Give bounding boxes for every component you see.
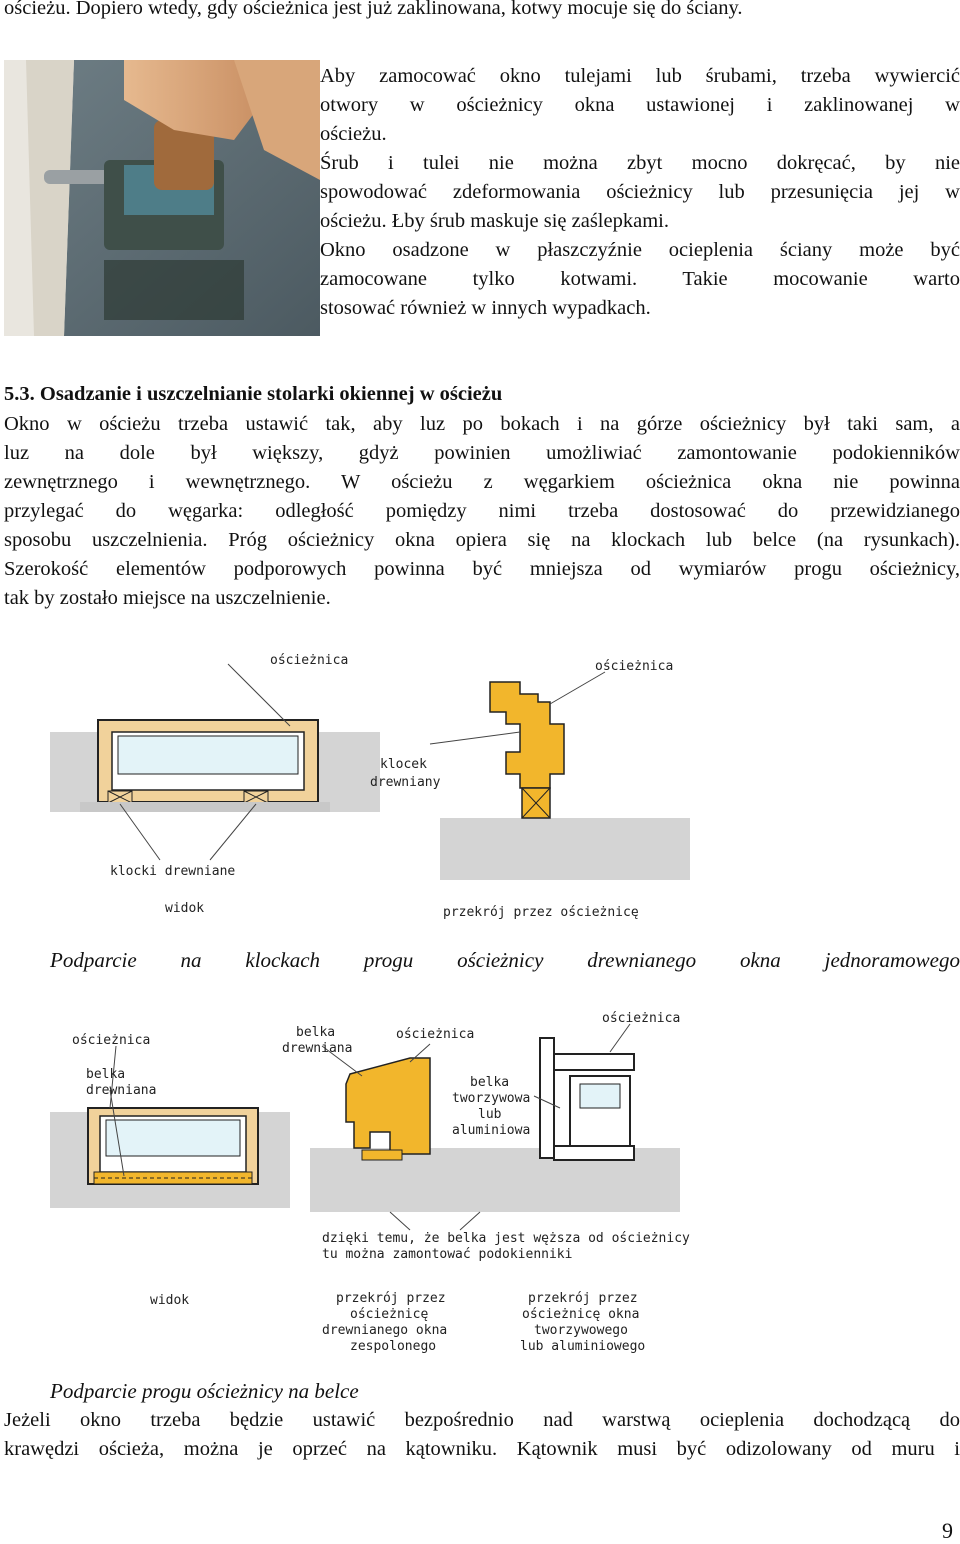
label-oscieznica-b: ościeżnica [595,659,674,674]
page-number: 9 [942,1518,953,1543]
label-belka-mid-2: drewniana [282,1041,353,1056]
figure2-caption: Podparcie progu ościeżnicy na belce [50,1379,359,1403]
label-drewniany: drewniany [370,775,441,790]
label-belka-left-1: belka [86,1067,126,1082]
label-p1-2: ościeżnicę [350,1307,429,1322]
figure-blocks-support [50,642,690,932]
label-belka-right-4: aluminiowa [452,1123,531,1138]
bottom-line-1: Jeżeli okno trzeba będzie ustawić bezpośrednio nad warstwą ocieplenia dochodzącą do [4,1409,960,1431]
label-oscieznica-right: ościeżnica [602,1011,681,1026]
caption-word: Podparcie [50,948,137,972]
top-line: ościeżu. Dopiero wtedy, gdy ościeżnica jest już zaklinowana, kotwy mocuje się do ściany. [4,0,743,19]
photo-line-1: Aby zamocować okno tulejami lub śrubami, trzeba wywiercić [320,65,960,87]
caption-word: okna [739,948,781,972]
label-note-1: dzięki temu, że belka jest węższa od ościeżnicy, [322,1231,690,1246]
section-line-4: przylegać do węgarka: odległość pomiędzy nimi trzeba dostosować do przewidzianego [4,500,960,522]
label-klocek: klocek [380,757,427,772]
label-oscieznica-left: ościeżnica [72,1033,151,1048]
label-belka-right-3: lub [478,1107,502,1122]
photo-line-2: otwory w ościeżnicy okna ustawionej i zaklinowanej w [320,94,960,116]
figure-beam-support [50,1004,690,1364]
caption-word: na [180,948,202,972]
caption-word: drewnianego [587,948,697,972]
label-p2-4: lub aluminiowego [520,1339,646,1354]
label-belka-right-1: belka [470,1075,510,1090]
label-oscieznica-mid: ościeżnica [396,1027,475,1042]
figure1-caption [50,946,960,975]
photo-line-5: spowodować zdeformowania ościeżnicy lub przesunięcia jej w [320,181,960,203]
label-note-2: tu można zamontować podokienniki [322,1247,573,1262]
label-belka-right-2: tworzywowa [452,1091,531,1106]
label-widok-1: widok [165,901,205,916]
label-klocki: klocki drewniane [110,864,236,879]
photo-line-7: Okno osadzone w płaszczyźnie ocieplenia ściany może być [320,239,960,261]
caption-word: ościeżnicy [457,948,544,972]
caption-word: jednoramowego [824,948,960,972]
label-belka-left-2: drewniana [86,1083,157,1098]
photo-line-3: ościeżu. [320,123,387,145]
label-widok-2: widok [150,1293,190,1308]
photo-line-8: zamocowane tylko kotwami. Takie mocowanie warto [320,268,960,290]
label-p2-3: tworzywowego [534,1323,628,1338]
label-belka-mid-1: belka [296,1025,336,1040]
caption-word: klockach [245,948,321,972]
section-line-1: Okno w ościeżu trzeba ustawić tak, aby luz po bokach i na górze ościeżnicy był taki sam, a [4,413,960,435]
section-line-5: sposobu uszczelnienia. Próg ościeżnicy okna opiera się na klockach lub belce (na rysunkach). [4,529,960,551]
label-p2-1: przekrój przez [528,1291,638,1306]
label-p1-1: przekrój przez [336,1291,446,1306]
section-heading: 5.3. Osadzanie i uszczelnianie stolarki okiennej w ościeżu [4,383,503,405]
label-p1-3: drewnianego okna [322,1323,448,1338]
label-oscieznica-a: ościeżnica [270,653,349,668]
label-p2-2: ościeżnicę okna [522,1307,640,1322]
photo-line-4: Śrub i tulei nie można zbyt mocno dokręcać, by nie [320,152,960,174]
caption-word: progu [363,948,414,972]
section-line-6: Szerokość elementów podporowych powinna być mniejsza od wymiarów progu ościeżnicy, [4,558,960,580]
label-przekroj: przekrój przez ościeżnicę [443,905,639,920]
bottom-line-2: krawędzi ościeża, można je oprzeć na kątowniku. Kątownik musi być odizolowany od muru i [4,1438,960,1460]
label-p1-4: zespolonego [350,1339,437,1354]
photo-line-9: stosować również w innych wypadkach. [320,297,651,319]
photo-line-6: ościeżu. Łby śrub maskuje się zaślepkami. [320,210,669,232]
section-line-2: luz na dole był większy, gdyż powinien umożliwiać zamontowanie podokienników [4,442,960,464]
drilling-photo [4,60,320,336]
section-line-3: zewnętrznego i wewnętrznego. W ościeżu z węgarkiem ościeżnica okna nie powinna [4,471,960,493]
section-line-7: tak by zostało miejsce na uszczelnienie. [4,587,331,609]
